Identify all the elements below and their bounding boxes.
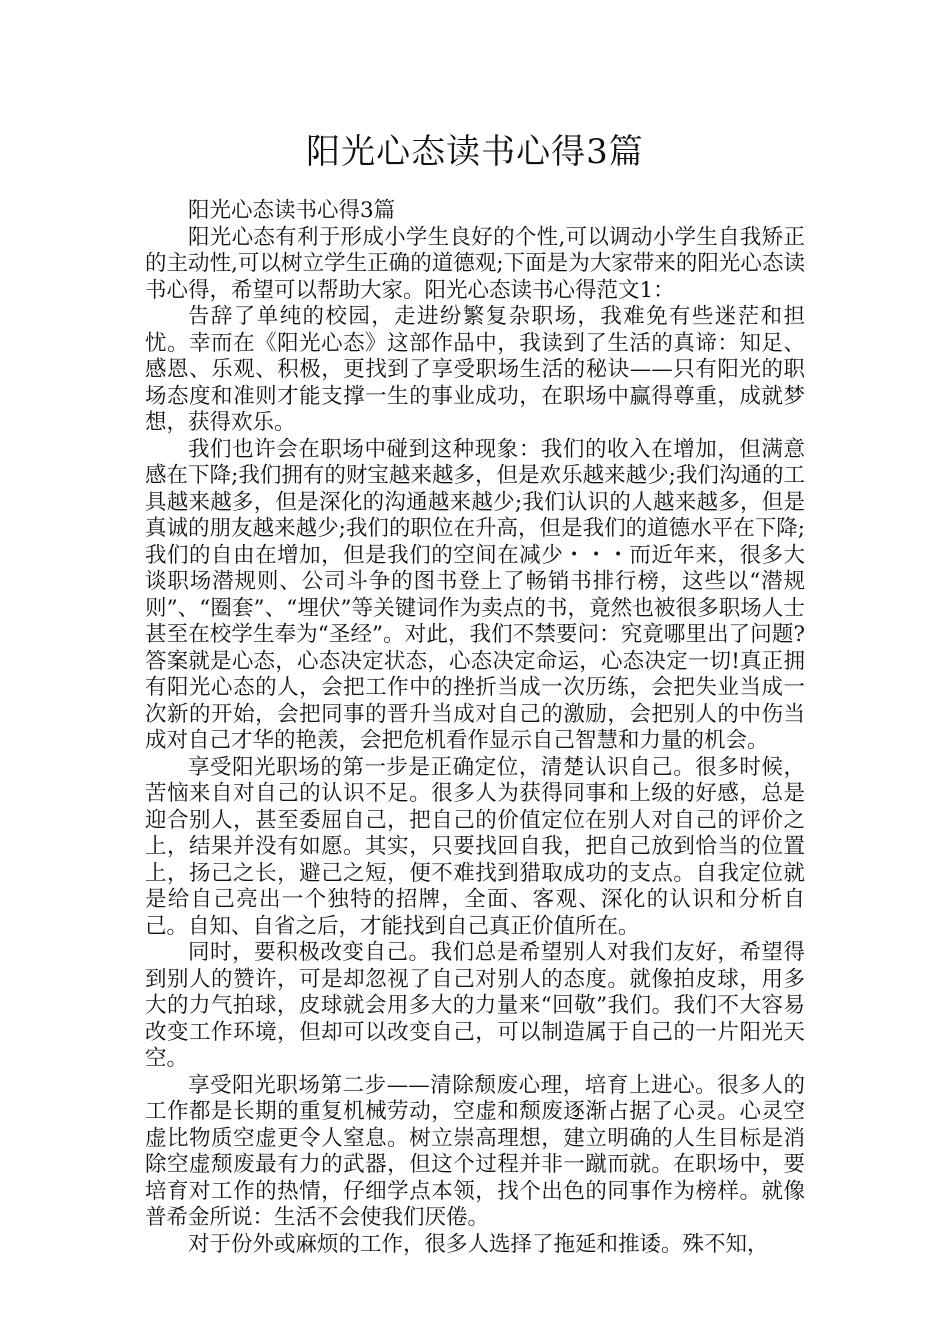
body-paragraph: 享受阳光职场第二步——清除颓废心理，培育上进心。很多人的工作都是长期的重复机械劳动，空虚和颓废逐渐占据了心灵。心灵空虚比物质空虚更令人窒息。树立崇高理想，建立明确的人生目标是消除空虚颓废最有力的武器，但这个过程并非一蹴而就。在职场中，要培育对工作的热情，仔细学点本领，找个出色的同事作为榜样。就像普希金所说：生活不会使我们厌倦。 <box>145 1072 805 1230</box>
body-paragraph: 享受阳光职场的第一步是正确定位，清楚认识自己。很多时候，苦恼来自对自己的认识不足。很多人为获得同事和上级的好感，总是迎合别人，甚至委屈自己，把自己的价值定位在别人对自己的评价之上，结果并没有如愿。其实，只要找回自我，把自己放到恰当的位置上，扬己之长，避己之短，便不难找到猎取成功的支点。自我定位就是给自己亮出一个独特的招牌，全面、客观、深化的认识和分析自己。自知、自省之后，才能找到自己真正价值所在。 <box>145 754 805 939</box>
document-title: 阳光心态读书心得3篇 <box>306 132 644 172</box>
body-paragraph: 阳光心态有利于形成小学生良好的个性,可以调动小学生自我矫正的主动性,可以树立学生正确的道德观;下面是为大家带来的阳光心态读书心得，希望可以帮助大家。阳光心态读书心得范文1： <box>145 224 805 303</box>
document-body <box>145 198 805 1258</box>
document-page <box>145 0 805 1344</box>
body-paragraph: 阳光心态读书心得3篇 <box>188 198 396 223</box>
body-paragraph: 我们也许会在职场中碰到这种现象：我们的收入在增加，但满意感在下降;我们拥有的财宝越来越多，但是欢乐越来越少;我们沟通的工具越来越多，但是深化的沟通越来越少;我们认识的人越来越多，但是真诚的朋友越来越少;我们的职位在升高，但是我们的道德水平在下降;我们的自由在增加，但是我们的空间在减少・・・而近年来，很多大谈职场潜规则、公司斗争的图书登上了畅销书排行榜，这些以“潜规则”、“圈套”、“埋伏”等关键词作为卖点的书，竟然也被很多职场人士甚至在校学生奉为“圣经”。对此，我们不禁要问：究竟哪里出了问题?答案就是心态，心态决定状态，心态决定命运，心态决定一切!真正拥有阳光心态的人，会把工作中的挫折当成一次历练，会把失业当成一次新的开始，会把同事的晋升当成对自己的激励，会把别人的中伤当成对自己才华的艳羡，会把危机看作显示自己智慧和力量的机会。 <box>145 436 805 753</box>
body-paragraph: 对于份外或麻烦的工作，很多人选择了拖延和推诿。殊不知， <box>188 1231 769 1257</box>
body-paragraph: 同时，要积极改变自己。我们总是希望别人对我们友好，希望得到别人的赞许，可是却忽视了自己对别人的态度。就像拍皮球，用多大的力气拍球，皮球就会用多大的力量来“回敬”我们。我们不大容易改变工作环境，但却可以改变自己，可以制造属于自己的一片阳光天空。 <box>145 940 805 1071</box>
body-paragraph: 告辞了单纯的校园，走进纷繁复杂职场，我难免有些迷茫和担忧。幸而在《阳光心态》这部作品中，我读到了生活的真谛：知足、感恩、乐观、积极，更找到了享受职场生活的秘诀——只有阳光的职场态度和准则才能支撑一生的事业成功，在职场中赢得尊重，成就梦想，获得欢乐。 <box>145 304 805 435</box>
